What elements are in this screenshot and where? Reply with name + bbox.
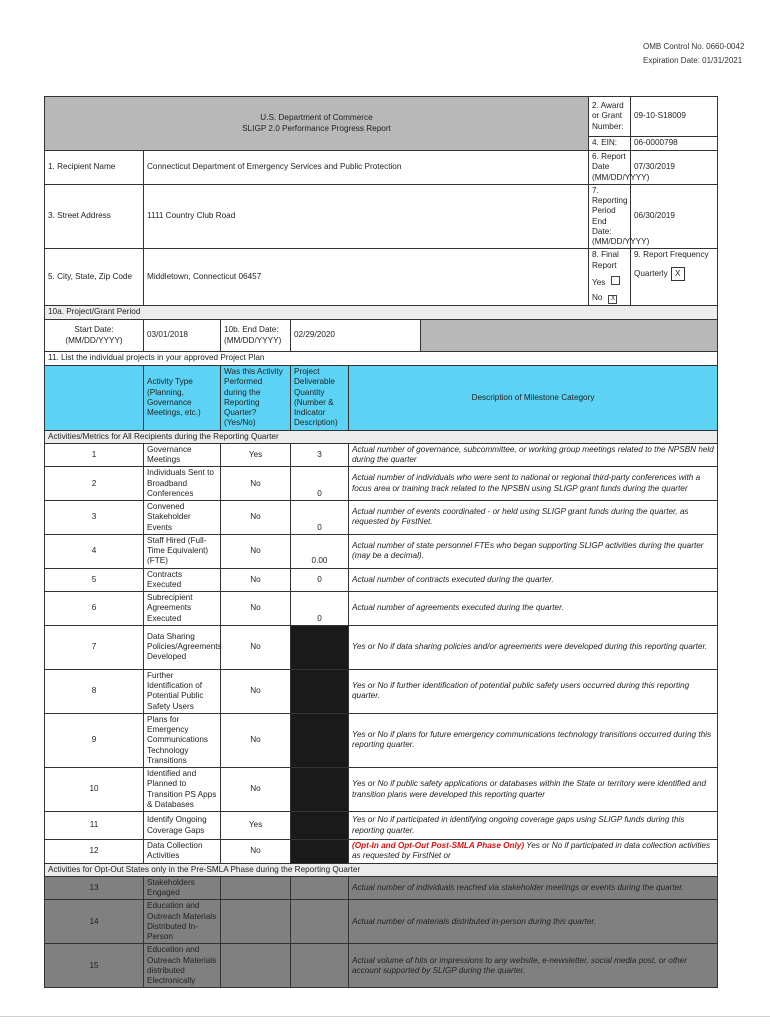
form-title-cell bbox=[45, 97, 589, 151]
performed-answer: No bbox=[221, 625, 291, 669]
report-date-value: 07/30/2019 bbox=[631, 151, 718, 185]
milestone-description: Actual volume of hits or impressions to any website, e-newsletter, social media post, or other account supported by SLIGP during the quarter. bbox=[349, 944, 718, 988]
deliverable-blank bbox=[291, 876, 349, 900]
recipient-name-label: 1. Recipient Name bbox=[45, 151, 144, 185]
deliverable-blocked bbox=[291, 812, 349, 840]
omb-control-number: OMB Control No. 0660-0042 bbox=[643, 42, 745, 51]
final-report-cell bbox=[589, 249, 631, 306]
deliverable-blocked bbox=[291, 768, 349, 812]
deliverable-quantity: 3 bbox=[291, 443, 349, 467]
table-row bbox=[45, 592, 718, 626]
end-date-value: 02/29/2020 bbox=[291, 320, 421, 352]
description-text: Yes or No if data sharing policies and/or agreements were developed during this reporting quarter. bbox=[352, 642, 708, 652]
city-state-zip-label: 5. City, State, Zip Code bbox=[45, 249, 144, 306]
milestone-description bbox=[349, 840, 718, 864]
activity-type: Stakeholders Engaged bbox=[144, 876, 221, 900]
recipient-name-value: Connecticut Department of Emergency Services and Public Protection bbox=[144, 151, 589, 185]
table-row bbox=[45, 944, 718, 988]
activity-type: Governance Meetings bbox=[144, 443, 221, 467]
activity-type: Data Sharing Policies/Agreements Developed bbox=[144, 625, 221, 669]
activity-type: Education and Outreach Materials distributed Electronically bbox=[144, 944, 221, 988]
table-row bbox=[45, 625, 718, 669]
activity-type: Individuals Sent to Broadband Conferences bbox=[144, 467, 221, 501]
deliverable-quantity: 0 bbox=[291, 592, 349, 626]
activity-type: Subrecipient Agreements Executed bbox=[144, 592, 221, 626]
performed-answer: No bbox=[221, 501, 291, 535]
performance-progress-report-form bbox=[44, 96, 717, 988]
performed-answer: No bbox=[221, 592, 291, 626]
column-header-description: Description of Milestone Category bbox=[349, 366, 718, 431]
description-text: Yes or No if public safety applications or databases within the State or territory were identified and transition plans were developed this reporting quarter bbox=[352, 779, 707, 799]
activity-type: Further Identification of Potential Public Safety Users bbox=[144, 669, 221, 713]
final-report-yes-checkbox[interactable] bbox=[611, 276, 620, 285]
table-row bbox=[45, 900, 718, 944]
milestone-rows bbox=[45, 443, 718, 863]
milestone-description bbox=[349, 501, 718, 535]
table-row bbox=[45, 467, 718, 501]
table-row bbox=[45, 876, 718, 900]
row-number: 13 bbox=[45, 876, 144, 900]
final-report-no-checkbox[interactable]: X bbox=[608, 295, 617, 304]
milestone-description bbox=[349, 812, 718, 840]
projects-list-label: 11. List the individual projects in your approved Project Plan bbox=[45, 352, 718, 366]
column-header-performed: Was this Activity Performed during the Reporting Quarter? (Yes/No) bbox=[221, 366, 291, 431]
section-opt-out: Activities for Opt-Out States only in the Pre-SMLA Phase during the Reporting Quarter bbox=[45, 863, 718, 876]
table-row bbox=[45, 669, 718, 713]
row-number: 3 bbox=[45, 501, 144, 535]
activity-type: Convened Stakeholder Events bbox=[144, 501, 221, 535]
deliverable-blank bbox=[291, 944, 349, 988]
activity-type: Identified and Planned to Transition PS Apps & Databases bbox=[144, 768, 221, 812]
deliverable-blocked bbox=[291, 669, 349, 713]
award-number-value: 09-10-S18009 bbox=[631, 97, 718, 137]
row-number: 6 bbox=[45, 592, 144, 626]
award-number-label: 2. Award or Grant Number: bbox=[589, 97, 631, 137]
deliverable-blocked bbox=[291, 840, 349, 864]
project-period-label: 10a. Project/Grant Period bbox=[45, 306, 718, 320]
project-period-table bbox=[44, 305, 718, 366]
ein-value: 06-0000798 bbox=[631, 137, 718, 151]
description-text: Actual number of agreements executed during the quarter. bbox=[352, 603, 564, 613]
table-row bbox=[45, 443, 718, 467]
performed-answer: No bbox=[221, 568, 291, 592]
final-report-yes-label: Yes bbox=[592, 277, 606, 287]
milestone-description bbox=[349, 592, 718, 626]
description-text: Actual number of state personnel FTEs who began supporting SLIGP activities during the quarter (may be a decimal). bbox=[352, 540, 704, 561]
deliverable-quantity: 0.00 bbox=[291, 534, 349, 568]
table-row bbox=[45, 812, 718, 840]
row-number: 15 bbox=[45, 944, 144, 988]
table-row bbox=[45, 768, 718, 812]
ein-label: 4. EIN: bbox=[589, 137, 631, 151]
row-number: 10 bbox=[45, 768, 144, 812]
deliverable-blocked bbox=[291, 713, 349, 767]
row-number: 1 bbox=[45, 443, 144, 467]
reporting-period-value: 06/30/2019 bbox=[631, 184, 718, 249]
deliverable-quantity: 0 bbox=[291, 568, 349, 592]
row-number: 5 bbox=[45, 568, 144, 592]
table-row bbox=[45, 713, 718, 767]
city-state-zip-value: Middletown, Connecticut 06457 bbox=[144, 249, 589, 306]
column-header-deliverable: Project Deliverable Quantity (Number & Indicator Description) bbox=[291, 366, 349, 431]
performed-answer: Yes bbox=[221, 812, 291, 840]
row-number: 14 bbox=[45, 900, 144, 944]
period-filler bbox=[421, 320, 718, 352]
column-header-blank bbox=[45, 366, 144, 431]
performed-answer: Yes bbox=[221, 443, 291, 467]
final-report-label: 8. Final Report bbox=[592, 250, 619, 270]
reporting-period-label: 7. Reporting Period End Date: (MM/DD/YYYY) bbox=[589, 184, 631, 249]
header-table bbox=[44, 96, 718, 306]
deliverable-quantity: 0 bbox=[291, 467, 349, 501]
row-number: 4 bbox=[45, 534, 144, 568]
final-report-no-label: No bbox=[592, 293, 603, 302]
end-date-label: 10b. End Date: (MM/DD/YYYY) bbox=[221, 320, 291, 352]
milestone-description bbox=[349, 625, 718, 669]
performed-answer: No bbox=[221, 467, 291, 501]
milestone-description bbox=[349, 443, 718, 467]
description-text: Actual number of governance, subcommittee, or working group meetings related to the NPSBN held during the quarter bbox=[352, 444, 714, 464]
row-number: 7 bbox=[45, 625, 144, 669]
description-text: Yes or No if participated in data collection activities as requested by FirstNet or bbox=[352, 841, 711, 861]
description-text: Yes or No if participated in identifying ongoing coverage gaps using SLIGP funds during this reporting quarter. bbox=[352, 815, 685, 835]
department-name: U.S. Department of Commerce bbox=[260, 113, 373, 123]
performed-blank bbox=[221, 900, 291, 944]
milestone-description bbox=[349, 534, 718, 568]
row-number: 11 bbox=[45, 812, 144, 840]
performed-answer: No bbox=[221, 840, 291, 864]
performed-answer: No bbox=[221, 713, 291, 767]
report-frequency-value: Quarterly bbox=[634, 268, 668, 278]
performed-blank bbox=[221, 876, 291, 900]
performed-blank bbox=[221, 944, 291, 988]
report-date-label: 6. Report Date (MM/DD/YYYY) bbox=[589, 151, 631, 185]
description-text: Actual number of events coordinated - or held using SLIGP grant funds during the quarter, as requested by FirstNet. bbox=[352, 507, 689, 527]
table-row bbox=[45, 568, 718, 592]
milestone-description: Actual number of materials distributed in-person during this quarter. bbox=[349, 900, 718, 944]
omb-block bbox=[643, 40, 744, 68]
row-number: 12 bbox=[45, 840, 144, 864]
description-text: Yes or No if plans for future emergency communications technology transitions occurred during this reporting quarter. bbox=[352, 730, 712, 750]
deliverable-quantity: 0 bbox=[291, 501, 349, 535]
table-row bbox=[45, 840, 718, 864]
milestone-description bbox=[349, 467, 718, 501]
report-frequency-cell bbox=[631, 249, 718, 306]
phase-note: (Opt-In and Opt-Out Post-SMLA Phase Only) bbox=[352, 841, 525, 850]
start-date-label: Start Date: (MM/DD/YYYY) bbox=[45, 320, 144, 352]
row-number: 8 bbox=[45, 669, 144, 713]
milestone-description bbox=[349, 669, 718, 713]
row-number: 2 bbox=[45, 467, 144, 501]
description-text: Actual number of contracts executed during the quarter. bbox=[352, 574, 554, 584]
milestone-description bbox=[349, 568, 718, 592]
deliverable-blocked bbox=[291, 625, 349, 669]
report-title: SLIGP 2.0 Performance Progress Report bbox=[242, 123, 391, 133]
performed-answer: No bbox=[221, 768, 291, 812]
table-row bbox=[45, 501, 718, 535]
street-address-label: 3. Street Address bbox=[45, 184, 144, 249]
report-frequency-checkbox[interactable]: X bbox=[671, 267, 685, 281]
table-row bbox=[45, 534, 718, 568]
column-header-activity: Activity Type (Planning, Governance Meetings, etc.) bbox=[144, 366, 221, 431]
description-text: Actual number of individuals who were sent to national or regional third-party conferences with a focus area or training track related to the NPSBN using SLIGP grant funds during the quarter bbox=[352, 473, 701, 493]
activity-type: Plans for Emergency Communications Technology Transitions bbox=[144, 713, 221, 767]
description-text: Yes or No if further identification of potential public safety users occurred during this reporting quarter. bbox=[352, 681, 690, 701]
activity-type: Education and Outreach Materials Distributed In-Person bbox=[144, 900, 221, 944]
omb-expiration: Expiration Date: 01/31/2021 bbox=[643, 56, 743, 65]
activity-type: Contracts Executed bbox=[144, 568, 221, 592]
row-number: 9 bbox=[45, 713, 144, 767]
performed-answer: No bbox=[221, 669, 291, 713]
section-all-recipients: Activities/Metrics for All Recipients during the Reporting Quarter bbox=[45, 430, 718, 443]
activity-type: Identify Ongoing Coverage Gaps bbox=[144, 812, 221, 840]
milestone-description: Actual number of individuals reached via stakeholder meetings or events during the quarter. bbox=[349, 876, 718, 900]
page-bottom-rule bbox=[0, 1016, 770, 1017]
activity-type: Staff Hired (Full-Time Equivalent)(FTE) bbox=[144, 534, 221, 568]
start-date-value: 03/01/2018 bbox=[144, 320, 221, 352]
activity-type: Data Collection Activities bbox=[144, 840, 221, 864]
report-frequency-label: 9. Report Frequency bbox=[634, 250, 709, 260]
opt-out-rows bbox=[45, 876, 718, 988]
deliverable-blank bbox=[291, 900, 349, 944]
milestone-description bbox=[349, 768, 718, 812]
milestones-table bbox=[44, 365, 718, 988]
milestone-description bbox=[349, 713, 718, 767]
street-address-value: 1111 Country Club Road bbox=[144, 184, 589, 249]
performed-answer: No bbox=[221, 534, 291, 568]
